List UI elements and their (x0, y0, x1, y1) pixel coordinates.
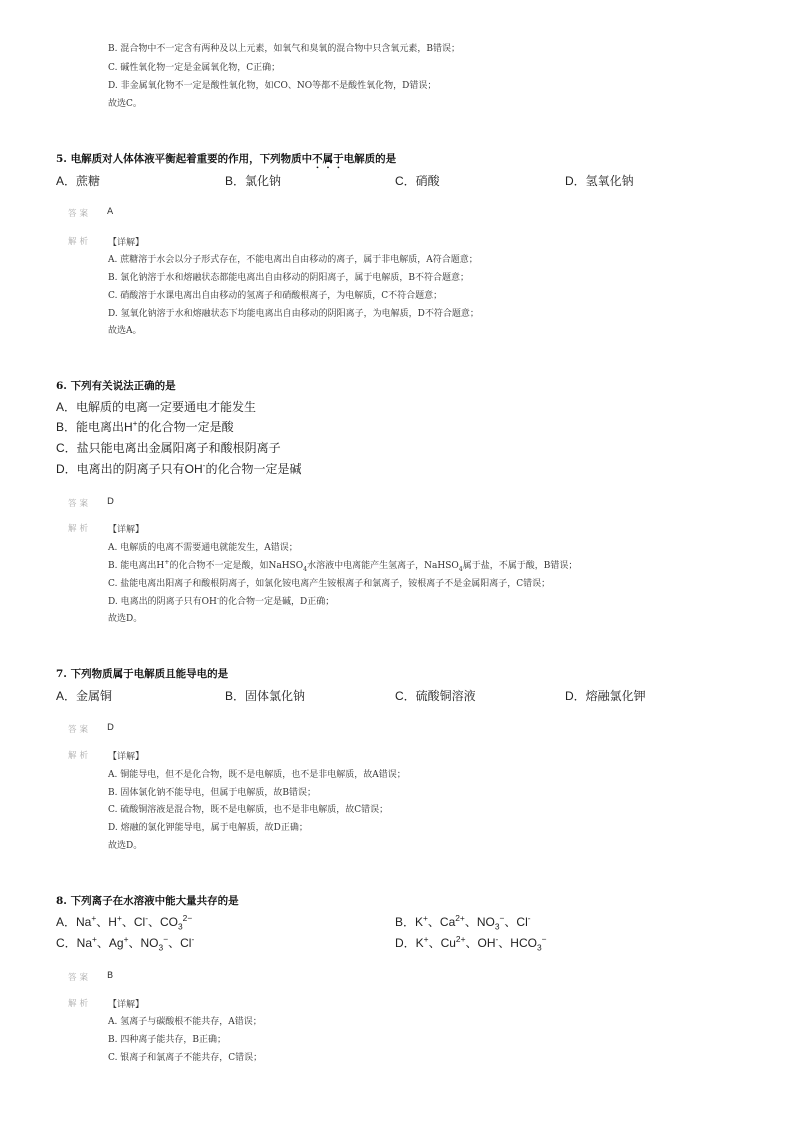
analysis-line: A. 氢离子与碳酸根不能共存，A错误； (108, 1017, 262, 1027)
analysis-line: 故选D。 (108, 841, 143, 851)
analysis-line: D. 熔融的氯化钾能导电，属于电解质，故D正确； (108, 823, 308, 833)
analysis-line: C. 硝酸溶于水课电离出自由移动的氢离子和硝酸根离子，为电解质，C不符合题意； (108, 291, 443, 301)
option-d: D．熔融氯化钾 (565, 689, 646, 703)
analysis-label: 解析 (68, 237, 92, 247)
analysis-line: B. 氯化钠溶于水和熔融状态都能电离出自由移动的阴阳离子，属于电解质，B不符合题意； (108, 273, 469, 283)
option-d: D．电离出的阴离子只有OH-的化合物一定是碱 (56, 460, 302, 476)
analysis-label: 解析 (68, 524, 92, 534)
detail-label: 【详解】 (108, 752, 145, 762)
option-a: A．蔗糖 (56, 174, 101, 188)
analysis-line: B. 混合物中不一定含有两种及以上元素，如氧气和臭氧的混合物中只含氧元素，B错误； (108, 44, 460, 54)
option-b: B．氯化钠 (225, 174, 282, 188)
analysis-line: 故选A。 (108, 326, 142, 336)
option-a: A．Na+、H+、Cl-、$CO_3^{2-}$ (56, 913, 193, 932)
option-b: B．能电离出H+的化合物一定是酸 (56, 418, 234, 434)
analysis-line: D. 非金属氧化物不一定是酸性氧化物，如CO、NO等都不是酸性氧化物，D错误； (108, 81, 437, 91)
option-a: A．金属铜 (56, 689, 113, 703)
emphasis-text: 不属于 (312, 153, 344, 165)
detail-label: 【详解】 (108, 525, 145, 535)
option-c: C．盐只能电离出金属阳离子和酸根阴离子 (56, 441, 281, 455)
answer-value: D (107, 723, 114, 733)
option-a: A．电解质的电离一定要通电才能发生 (56, 400, 257, 414)
option-d: D．氢氧化钠 (565, 174, 634, 188)
answer-label: 答案 (68, 209, 92, 219)
option-d: D．K+、$Cu^{2+}$、OH-、$HCO_3^-$ (395, 934, 547, 953)
analysis-line: C. 银离子和氯离子不能共存，C错误； (108, 1053, 263, 1063)
analysis-line: D. 电离出的阴离子只有OH-的化合物一定是碱，D正确； (108, 595, 335, 607)
option-b: B．固体氯化钠 (225, 689, 306, 703)
analysis-line: C. 碱性氧化物一定是金属氧化物，C正确； (108, 63, 281, 73)
question-stem: 8. 下列离子在水溶液中能大量共存的是 (56, 895, 239, 907)
answer-label: 答案 (68, 499, 92, 509)
analysis-label: 解析 (68, 751, 92, 761)
analysis-line: D. 氢氧化钠溶于水和熔融状态下均能电离出自由移动的阴阳离子，为电解质，D不符合题意； (108, 309, 479, 319)
answer-label: 答案 (68, 725, 92, 735)
answer-value: B (107, 971, 114, 981)
question-stem: 6. 下列有关说法正确的是 (56, 380, 176, 392)
answer-value: D (107, 497, 114, 507)
option-c: C．硫酸铜溶液 (395, 689, 476, 703)
analysis-line: A. 电解质的电离不需要通电就能发生，A错误； (108, 543, 298, 553)
analysis-line: A. 铜能导电，但不是化合物，既不是电解质，也不是非电解质，故A错误； (108, 770, 406, 780)
answer-value: A (107, 207, 114, 217)
analysis-line: B. 四种离子能共存，B正确； (108, 1035, 226, 1045)
analysis-line: 故选D。 (108, 614, 143, 624)
option-b: B．K+、$Ca^{2+}$、$NO_3^-$、Cl- (395, 913, 531, 932)
analysis-line: A. 蔗糖溶于水会以分子形式存在，不能电离出自由移动的离子，属于非电解质，A符合题意； (108, 255, 478, 265)
option-c: C．Na+、Ag+、$NO_3^-$、Cl- (56, 934, 195, 953)
analysis-line: C. 盐能电离出阳离子和酸根阴离子，如氯化铵电离产生铵根离子和氯离子，铵根离子不是金属阳离子，C错误； (108, 579, 551, 589)
question-stem: 5. 电解质对人体体液平衡起着重要的作用，下列物质中不属于电解质的是 (56, 153, 397, 165)
detail-label: 【详解】 (108, 1000, 145, 1010)
detail-label: 【详解】 (108, 238, 145, 248)
analysis-line: B. 能电离出H+的化合物不一定是酸，如NaHSO$_4$水溶液中电离能产生氢离子，NaHSO$_4$属于盐，不属于酸，B错误； (108, 559, 578, 573)
option-c: C．硝酸 (395, 174, 440, 188)
answer-label: 答案 (68, 973, 92, 983)
analysis-line: B. 固体氯化钠不能导电，但属于电解质，故B错误； (108, 788, 316, 798)
analysis-line: C. 硫酸铜溶液是混合物，既不是电解质，也不是非电解质，故C错误； (108, 805, 389, 815)
question-stem: 7. 下列物质属于电解质且能导电的是 (56, 668, 229, 680)
analysis-line: 故选C。 (108, 99, 142, 109)
analysis-label: 解析 (68, 999, 92, 1009)
